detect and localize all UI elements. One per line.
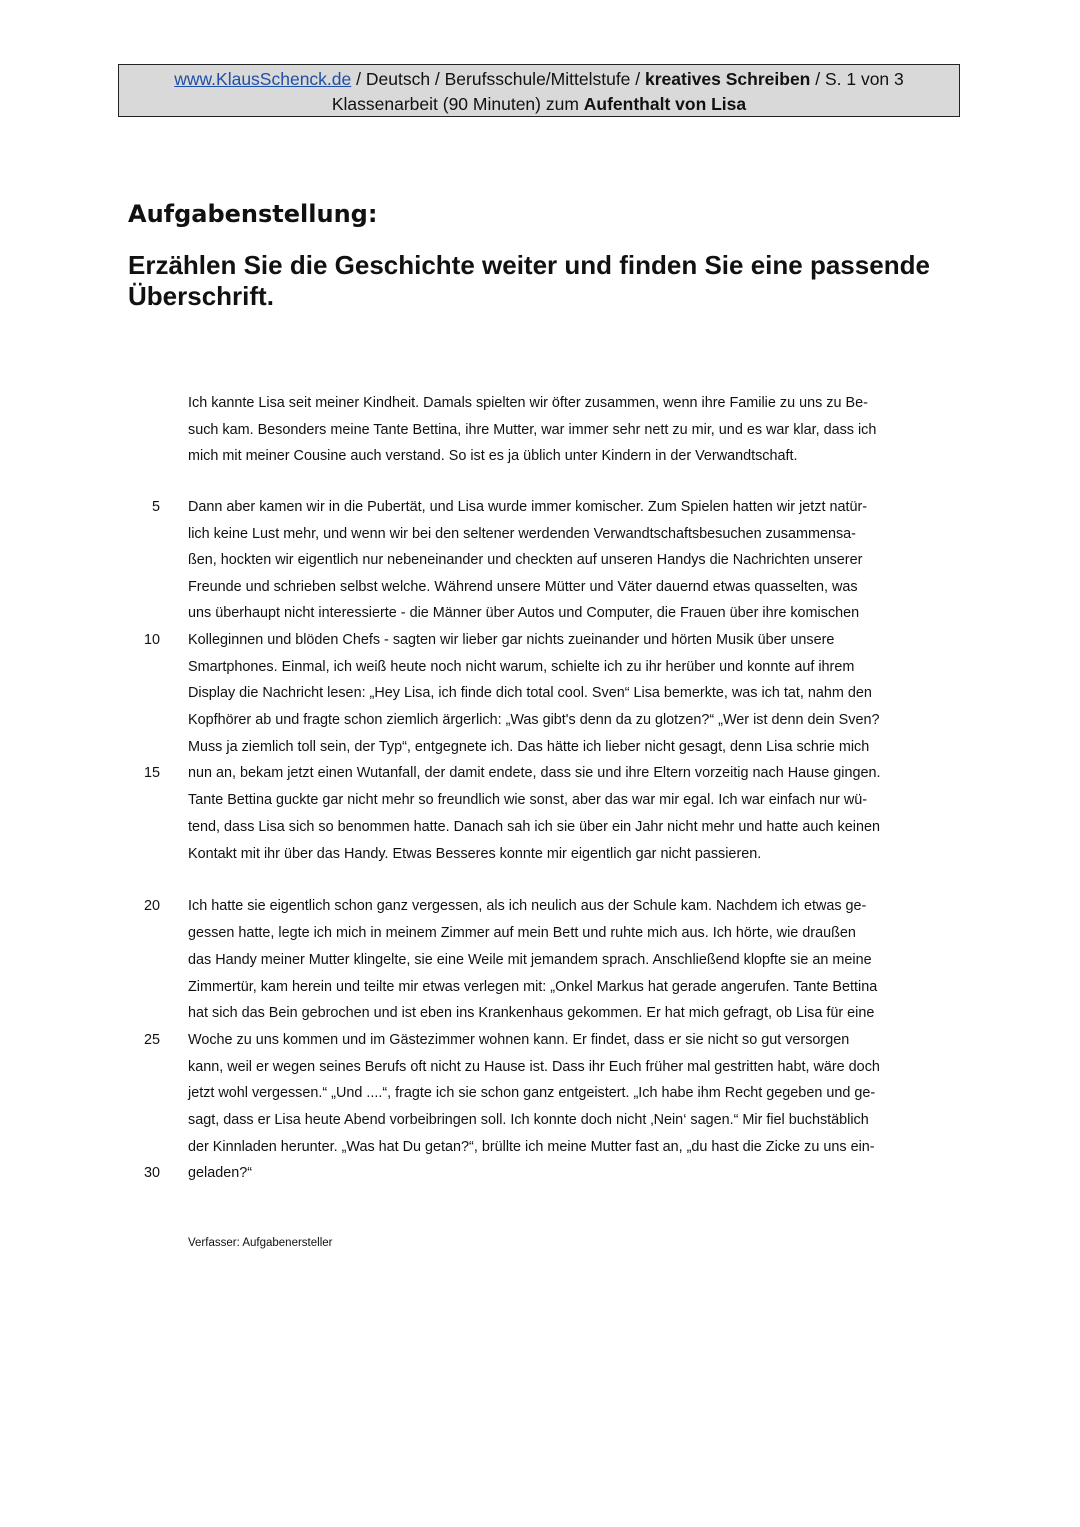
line-number: 5 — [151, 499, 160, 515]
story-line: Display die Nachricht lesen: „Hey Lisa, ich finde dich total cool. Sven“ Lisa bemerkte, was ich tat, nahm den — [188, 685, 872, 701]
story-line: mich mit meiner Cousine auch verstand. So ist es ja üblich unter Kindern in der Verwandtschaft. — [188, 448, 798, 464]
story-line: geladen?“ — [188, 1165, 253, 1181]
story-line: hat sich das Bein gebrochen und ist eben ins Krankenhaus gekommen. Er hat mich gefragt, ob Lisa für eine — [188, 1005, 875, 1021]
line-number: 10 — [143, 632, 160, 648]
task-line-1: Erzählen Sie die Geschichte weiter und finden Sie eine passende — [128, 250, 930, 280]
header-line-1 — [119, 67, 959, 92]
story-line: kann, weil er wegen seines Berufs oft nicht zu Hause ist. Dass ihr Euch früher mal gestritten habt, wäre doch — [188, 1059, 880, 1075]
story-line: Muss ja ziemlich toll sein, der Typ“, entgegnete ich. Das hätte ich lieber nicht gesagt, denn Lisa schrie mich — [188, 739, 870, 755]
story-line: nun an, bekam jetzt einen Wutanfall, der damit endete, dass sie und ihre Eltern vorzeitig nach Hause gingen. — [188, 765, 881, 781]
story-line: gessen hatte, legte ich mich in meinem Zimmer auf mein Bett und ruhte mich aus. Ich hörte, wie draußen — [188, 925, 856, 941]
header-exam-title: Aufenthalt von Lisa — [583, 94, 747, 114]
line-number: 25 — [143, 1032, 160, 1048]
story-line: Freunde und schrieben selbst welche. Während unsere Mütter und Väter dauernd etwas quasselten, was — [188, 579, 858, 595]
author-note: Verfasser: Aufgabenersteller — [188, 1237, 333, 1249]
task-instruction — [128, 250, 948, 312]
story-line: Ich kannte Lisa seit meiner Kindheit. Damals spielten wir öfter zusammen, wenn ihre Familie zu uns zu Be- — [188, 395, 868, 411]
header-exam: Klassenarbeit (90 Minuten) zum — [331, 94, 584, 114]
story-line: ßen, hockten wir eigentlich nur nebeneinander und checkten auf unseren Handys die Nachrichten unserer — [188, 552, 863, 568]
story-line: such kam. Besonders meine Tante Bettina, ihre Mutter, war immer sehr nett zu mir, und es war klar, dass ich — [188, 422, 877, 438]
line-number: 20 — [143, 898, 160, 914]
header-topic: kreatives Schreiben — [645, 69, 811, 89]
header-line-2 — [119, 92, 959, 117]
line-number: 30 — [143, 1165, 160, 1181]
story-line: Kontakt mit ihr über das Handy. Etwas Besseres konnte mir eigentlich gar nicht passieren. — [188, 846, 762, 862]
story-line: Zimmertür, kam herein und teilte mir etwas verlegen mit: „Onkel Markus hat gerade angerufen. Tante Bettina — [188, 979, 878, 995]
task-heading: Aufgabenstellung: — [128, 200, 378, 228]
story-line: das Handy meiner Mutter klingelte, sie eine Weile mit jemandem sprach. Anschließend klopfte sie an meine — [188, 952, 872, 968]
story-line: lich keine Lust mehr, und wenn wir bei den seltener werdenden Verwandtschaftsbesuchen zusammensa- — [188, 526, 856, 542]
story-line: der Kinnladen herunter. „Was hat Du getan?“, brüllte ich meine Mutter fast an, „du hast die Zicke zu uns ein- — [188, 1139, 875, 1155]
story-line: Kopfhörer ab und fragte schon ziemlich ärgerlich: „Was gibt's denn da zu glotzen?“ „Wer ist denn dein Sven? — [188, 712, 880, 728]
story-line: jetzt wohl vergessen.“ „Und ....“, fragte ich sie schon ganz entgeistert. „Ich habe ihm Recht gegeben und ge- — [188, 1085, 876, 1101]
story-line: Dann aber kamen wir in die Pubertät, und Lisa wurde immer komischer. Zum Spielen hatten wir jetzt natür- — [188, 499, 868, 515]
line-number: 15 — [143, 765, 160, 781]
story-line: Tante Bettina guckte gar nicht mehr so freundlich wie sonst, aber das war mir egal. Ich war einfach nur wü- — [188, 792, 868, 808]
header-page: / S. 1 von 3 — [810, 69, 904, 89]
story-line: Kolleginnen und blöden Chefs - sagten wir lieber gar nichts zueinander und hörten Musik über unsere — [188, 632, 835, 648]
task-line-2: Überschrift. — [128, 281, 274, 311]
document-header — [118, 64, 960, 117]
header-path: / Deutsch / Berufsschule/Mittelstufe / — [351, 69, 645, 89]
story-line: Woche zu uns kommen und im Gästezimmer wohnen kann. Er findet, dass er sie nicht so gut versorgen — [188, 1032, 850, 1048]
story-line: Ich hatte sie eigentlich schon ganz vergessen, als ich neulich aus der Schule kam. Nachdem ich etwas ge- — [188, 898, 867, 914]
story-line: Smartphones. Einmal, ich weiß heute noch nicht warum, schielte ich zu ihr herüber und konnte auf ihrem — [188, 659, 855, 675]
story-line: sagt, dass er Lisa heute Abend vorbeibringen soll. Ich konnte doch nicht ‚Nein‘ sagen.“ Mir fiel buchstäblich — [188, 1112, 869, 1128]
website-link[interactable]: www.KlausSchenck.de — [174, 69, 352, 89]
story-line: uns überhaupt nicht interessierte - die Männer über Autos und Computer, die Frauen über ihre komischen — [188, 605, 860, 621]
story-line: tend, dass Lisa sich so benommen hatte. Danach sah ich sie über ein Jahr nicht mehr und hatte auch keinen — [188, 819, 880, 835]
